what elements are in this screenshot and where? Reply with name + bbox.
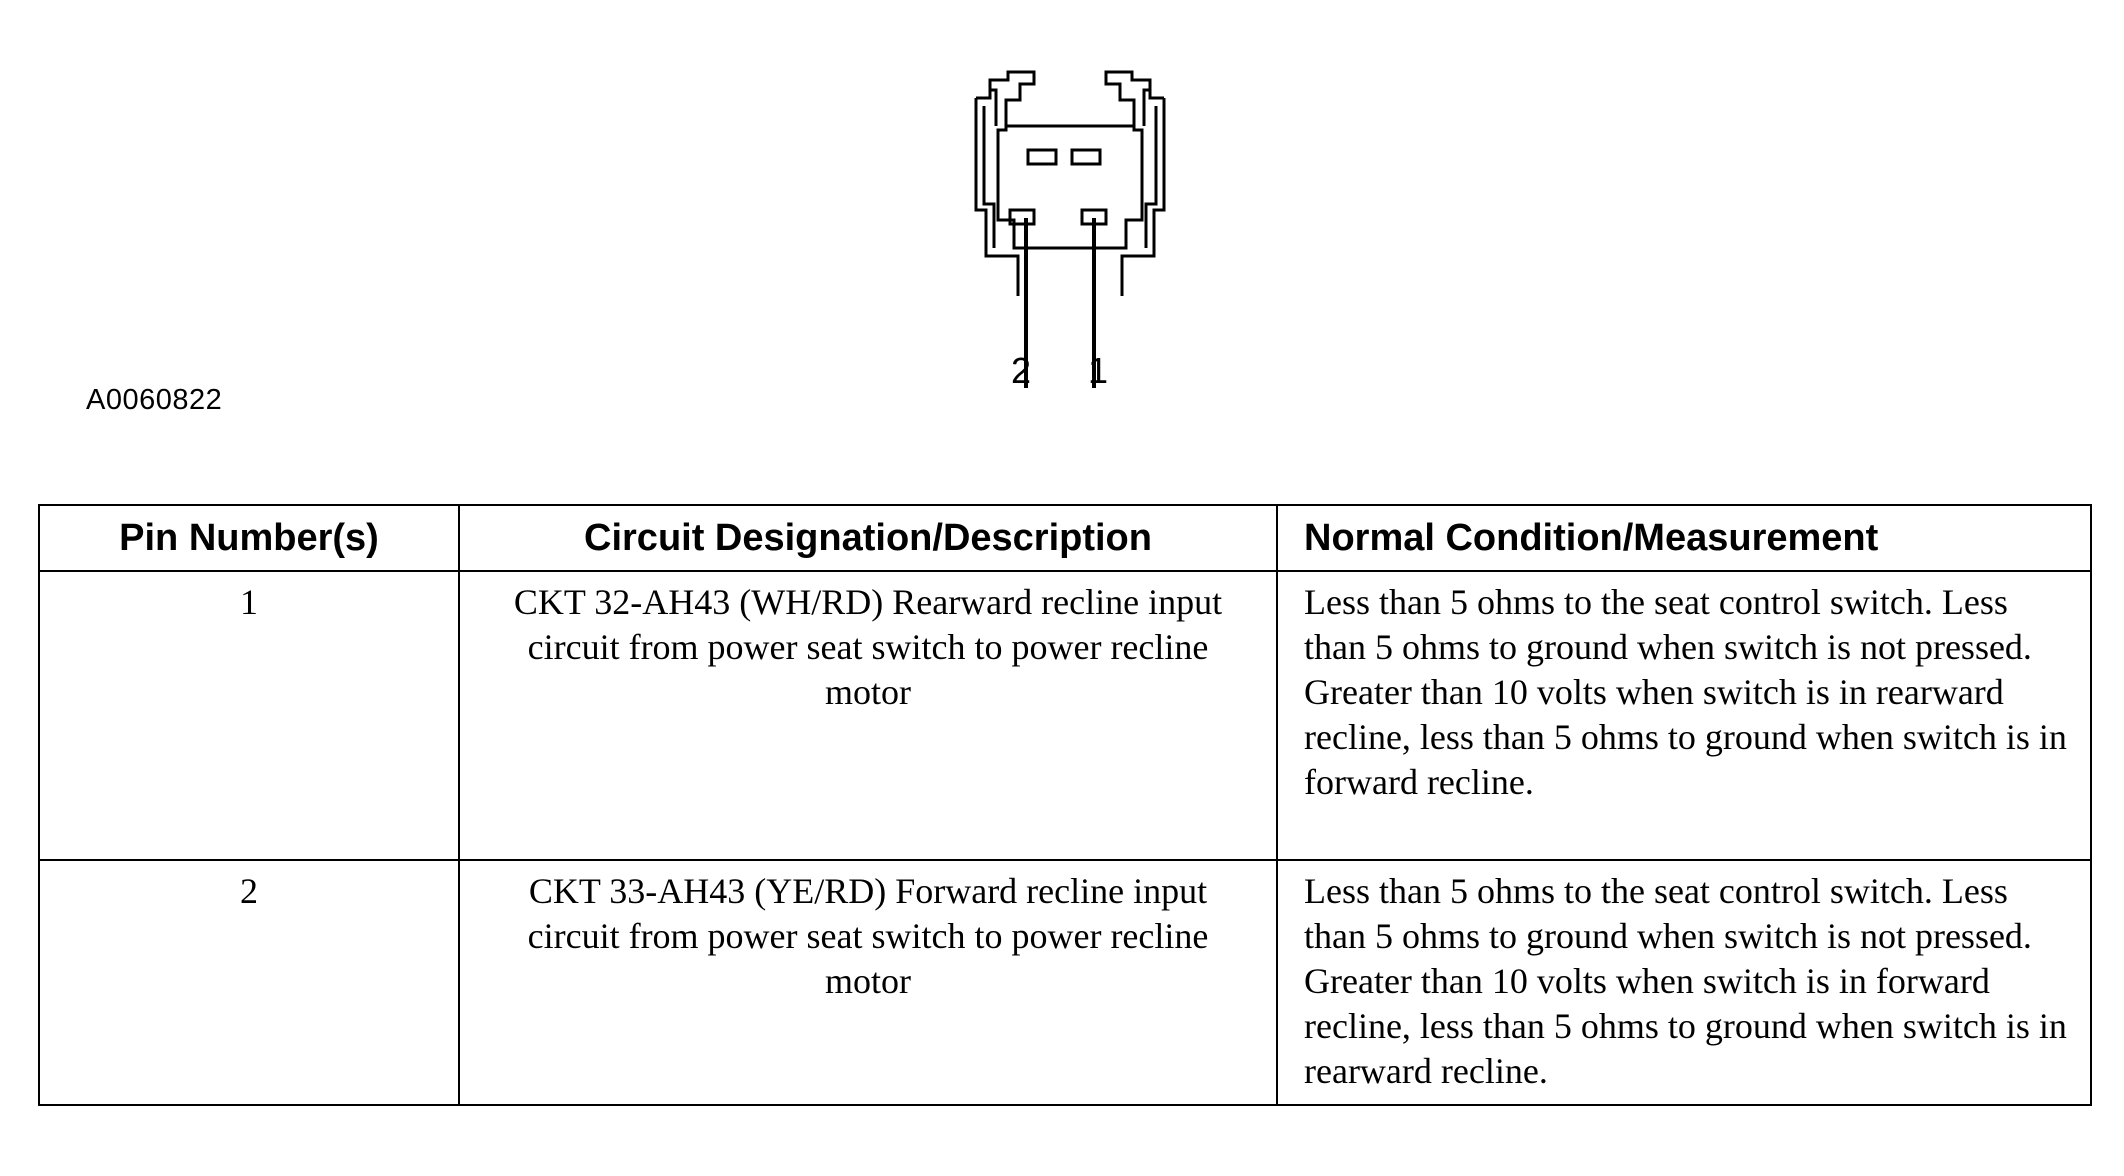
pin-number-cell: 1 [39, 571, 459, 860]
header-pin-numbers: Pin Number(s) [39, 505, 459, 571]
header-circuit-description: Circuit Designation/Description [459, 505, 1277, 571]
connector-face-diagram [960, 60, 1180, 420]
circuit-description-cell: CKT 32-AH43 (WH/RD) Rearward recline input circuit from power seat switch to power recline motor [459, 571, 1277, 860]
pin-label-2: 2 [1011, 350, 1032, 391]
circuit-description-cell: CKT 33-AH43 (YE/RD) Forward recline input circuit from power seat switch to power recline motor [459, 860, 1277, 1105]
measurement-cell: Less than 5 ohms to the seat control switch. Less than 5 ohms to ground when switch is not pressed. Greater than 10 volts when switch is in forward recline, less than 5 ohms to ground when switch is in rearward recline. [1277, 860, 2091, 1105]
figure-id: A0060822 [86, 384, 223, 416]
pin-chart-table [38, 504, 2092, 1106]
pin-number-cell: 2 [39, 860, 459, 1105]
table-header-row [39, 505, 2091, 571]
table-row [39, 571, 2091, 860]
header-normal-condition: Normal Condition/Measurement [1277, 505, 2091, 571]
table-row [39, 860, 2091, 1105]
pin-label-1: 1 [1088, 350, 1109, 391]
measurement-cell: Less than 5 ohms to the seat control switch. Less than 5 ohms to ground when switch is not pressed. Greater than 10 volts when switch is in rearward recline, less than 5 ohms to ground when switch is in forward recline. [1277, 571, 2091, 860]
